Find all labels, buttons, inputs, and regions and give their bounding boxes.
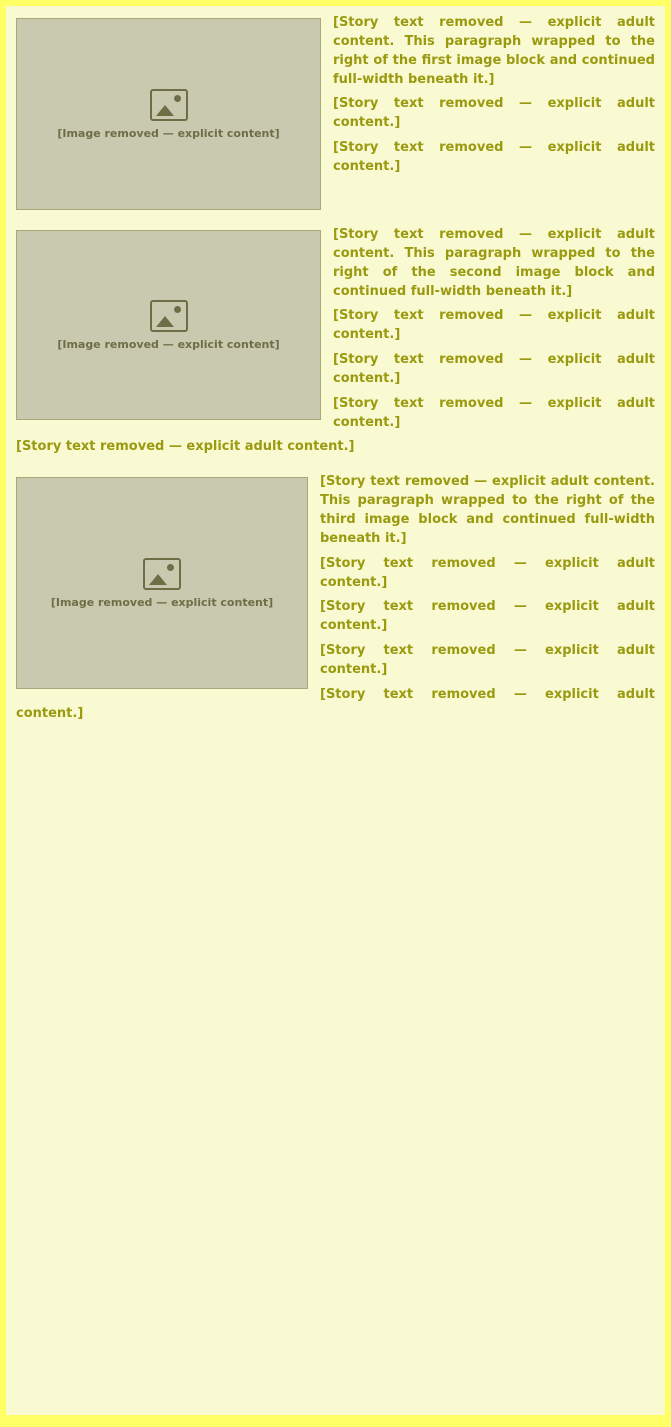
image-placeholder-3 [16,477,308,689]
image-icon [150,300,188,332]
story-page [6,6,665,1415]
paragraph: [Story text removed — explicit adult content.] [333,352,655,386]
image-placeholder-1 [16,18,321,210]
image-icon [143,558,181,590]
paragraph: [Story text removed — explicit adult content.] [16,686,655,721]
image-placeholder-label: [Image removed — explicit content] [57,126,280,140]
paragraph: [Story text removed — explicit adult content.] [16,439,355,455]
image-placeholder-label: [Image removed — explicit content] [57,337,280,351]
paragraph: [Story text removed — explicit adult content. This paragraph wrapped to the right of the second image block and continued full-width beneath it.] [333,227,655,299]
paragraph: [Story text removed — explicit adult content.] [333,140,655,174]
image-icon [150,89,188,121]
image-placeholder-label: [Image removed — explicit content] [50,595,274,609]
paragraph: [Story text removed — explicit adult content.] [320,555,655,590]
paragraph: [Story text removed — explicit adult content. This paragraph wrapped to the right of the third image block and continued full-width beneath it.] [320,474,655,546]
paragraph: [Story text removed — explicit adult content.] [320,599,655,634]
paragraph: [Story text removed — explicit adult content.] [333,395,655,430]
paragraph: [Story text removed — explicit adult content.] [320,643,655,677]
paragraph: [Story text removed — explicit adult content.] [333,96,655,131]
paragraph: [Story text removed — explicit adult content.] [333,308,655,343]
image-placeholder-2 [16,230,321,420]
paragraph: [Story text removed — explicit adult content. This paragraph wrapped to the right of the first image block and continued full-width beneath it.] [333,15,655,87]
